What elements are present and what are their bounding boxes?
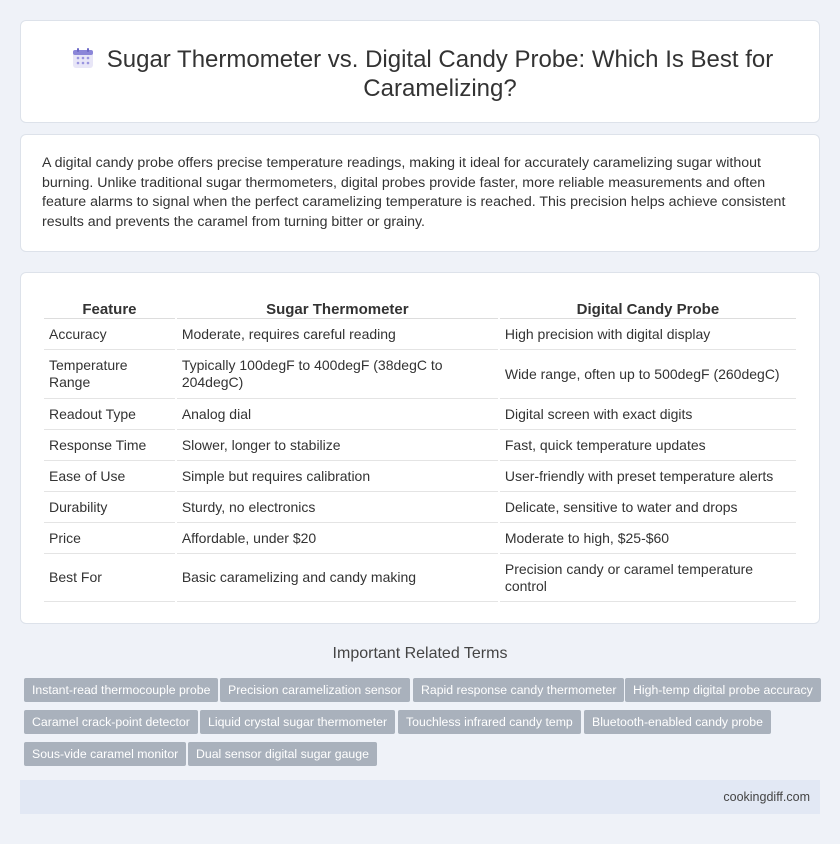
feature-cell: Readout Type [44, 399, 175, 430]
related-term-tag[interactable]: Caramel crack-point detector [24, 710, 198, 734]
page-title: Sugar Thermometer vs. Digital Candy Probe: Which Is Best for Caramelizing? [106, 46, 774, 102]
related-term-tag[interactable]: Liquid crystal sugar thermometer [200, 710, 395, 734]
sugar-thermometer-cell: Typically 100degF to 400degF (38degC to 204degC) [177, 350, 498, 399]
sugar-thermometer-cell: Simple but requires calibration [177, 461, 498, 492]
feature-cell: Durability [44, 492, 175, 523]
sugar-thermometer-cell: Sturdy, no electronics [177, 492, 498, 523]
related-term-tag[interactable]: Sous-vide caramel monitor [24, 742, 186, 766]
feature-cell: Best For [44, 554, 175, 602]
related-term-tag[interactable]: Dual sensor digital sugar gauge [188, 742, 377, 766]
table-row [44, 492, 796, 523]
digital-probe-cell: Precision candy or caramel temperature control [500, 554, 796, 602]
footer [20, 780, 820, 814]
table-row [44, 319, 796, 350]
sugar-thermometer-cell: Analog dial [177, 399, 498, 430]
sugar-thermometer-cell: Slower, longer to stabilize [177, 430, 498, 461]
related-term-tag[interactable]: Bluetooth-enabled candy probe [584, 710, 771, 734]
sugar-thermometer-cell: Moderate, requires careful reading [177, 319, 498, 350]
digital-probe-cell: Digital screen with exact digits [500, 399, 796, 430]
digital-probe-cell: Delicate, sensitive to water and drops [500, 492, 796, 523]
sugar-thermometer-cell: Affordable, under $20 [177, 523, 498, 554]
related-term-tag[interactable]: Precision caramelization sensor [220, 678, 410, 702]
table-row [44, 523, 796, 554]
feature-cell: Response Time [44, 430, 175, 461]
related-terms-title: Important Related Terms [332, 645, 508, 662]
related-term-tag[interactable]: Instant-read thermocouple probe [24, 678, 218, 702]
related-term-tag[interactable]: High-temp digital probe accuracy [625, 678, 821, 702]
digital-probe-cell: Wide range, often up to 500degF (260degC) [500, 350, 796, 399]
header-sugar-thermometer: Sugar Thermometer [177, 297, 498, 319]
related-term-tag[interactable]: Touchless infrared candy temp [398, 710, 581, 734]
digital-probe-cell: Fast, quick temperature updates [500, 430, 796, 461]
related-term-tag[interactable]: Rapid response candy thermometer [413, 678, 624, 702]
table-row [44, 461, 796, 492]
digital-probe-cell: Moderate to high, $25-$60 [500, 523, 796, 554]
feature-cell: Price [44, 523, 175, 554]
feature-cell: Accuracy [44, 319, 175, 350]
digital-probe-cell: User-friendly with preset temperature alerts [500, 461, 796, 492]
header-digital-candy-probe: Digital Candy Probe [500, 297, 796, 319]
table-header-row [44, 297, 796, 319]
table-row [44, 430, 796, 461]
comparison-card [20, 272, 820, 624]
sugar-thermometer-cell: Basic caramelizing and candy making [177, 554, 498, 602]
table-row [44, 350, 796, 399]
table-row [44, 554, 796, 602]
comparison-table [42, 297, 798, 602]
header-card [20, 20, 820, 123]
feature-cell: Ease of Use [44, 461, 175, 492]
feature-cell: Temperature Range [44, 350, 175, 399]
table-row [44, 399, 796, 430]
header-feature: Feature [44, 297, 175, 319]
digital-probe-cell: High precision with digital display [500, 319, 796, 350]
footer-site-link[interactable]: cookingdiff.com [723, 790, 810, 804]
intro-card [20, 134, 820, 252]
intro-paragraph: A digital candy probe offers precise temperature readings, making it ideal for accurately caramelizing sugar without burning. Unlike traditional sugar thermometers, digital probes provide faster, more reliable measurements and often feature alarms to signal when the perfect caramelizing temperature is reached. This precision helps achieve consistent results and prevents the caramel from turning bitter or grainy. [42, 155, 786, 230]
